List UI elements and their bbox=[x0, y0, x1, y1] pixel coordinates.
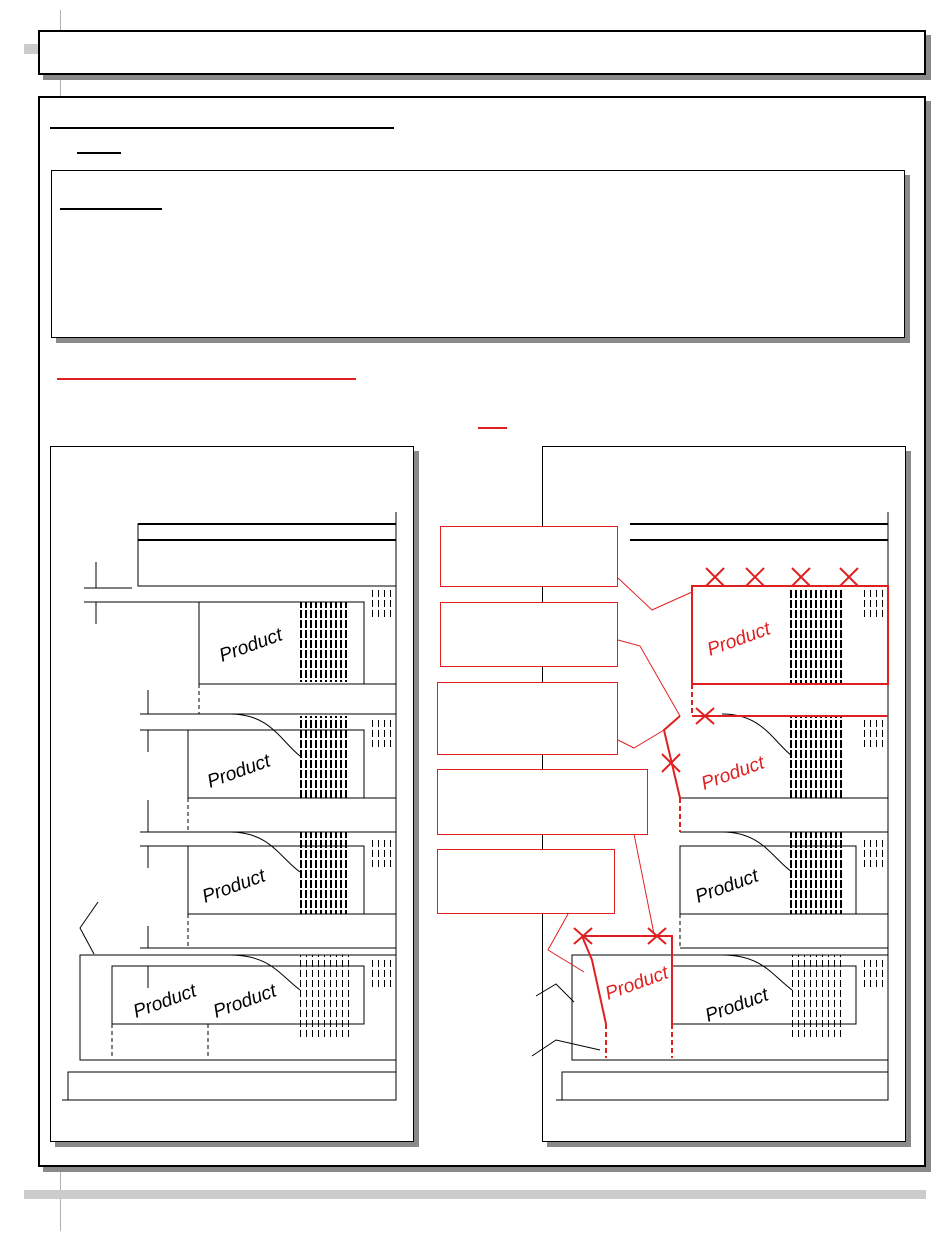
product-label-left-5: Product bbox=[210, 980, 280, 1023]
product-label-right-5: Product bbox=[702, 984, 772, 1027]
product-label-right-3: Product bbox=[692, 865, 762, 908]
product-label-right-4: Product bbox=[602, 962, 672, 1005]
product-label-left-3: Product bbox=[199, 865, 269, 908]
product-label-right-2: Product bbox=[698, 752, 768, 795]
product-label-left-2: Product bbox=[204, 750, 274, 793]
product-label-right-1: Product bbox=[704, 618, 774, 661]
product-label-left-4: Product bbox=[130, 980, 200, 1023]
product-label-left-1: Product bbox=[216, 624, 286, 667]
